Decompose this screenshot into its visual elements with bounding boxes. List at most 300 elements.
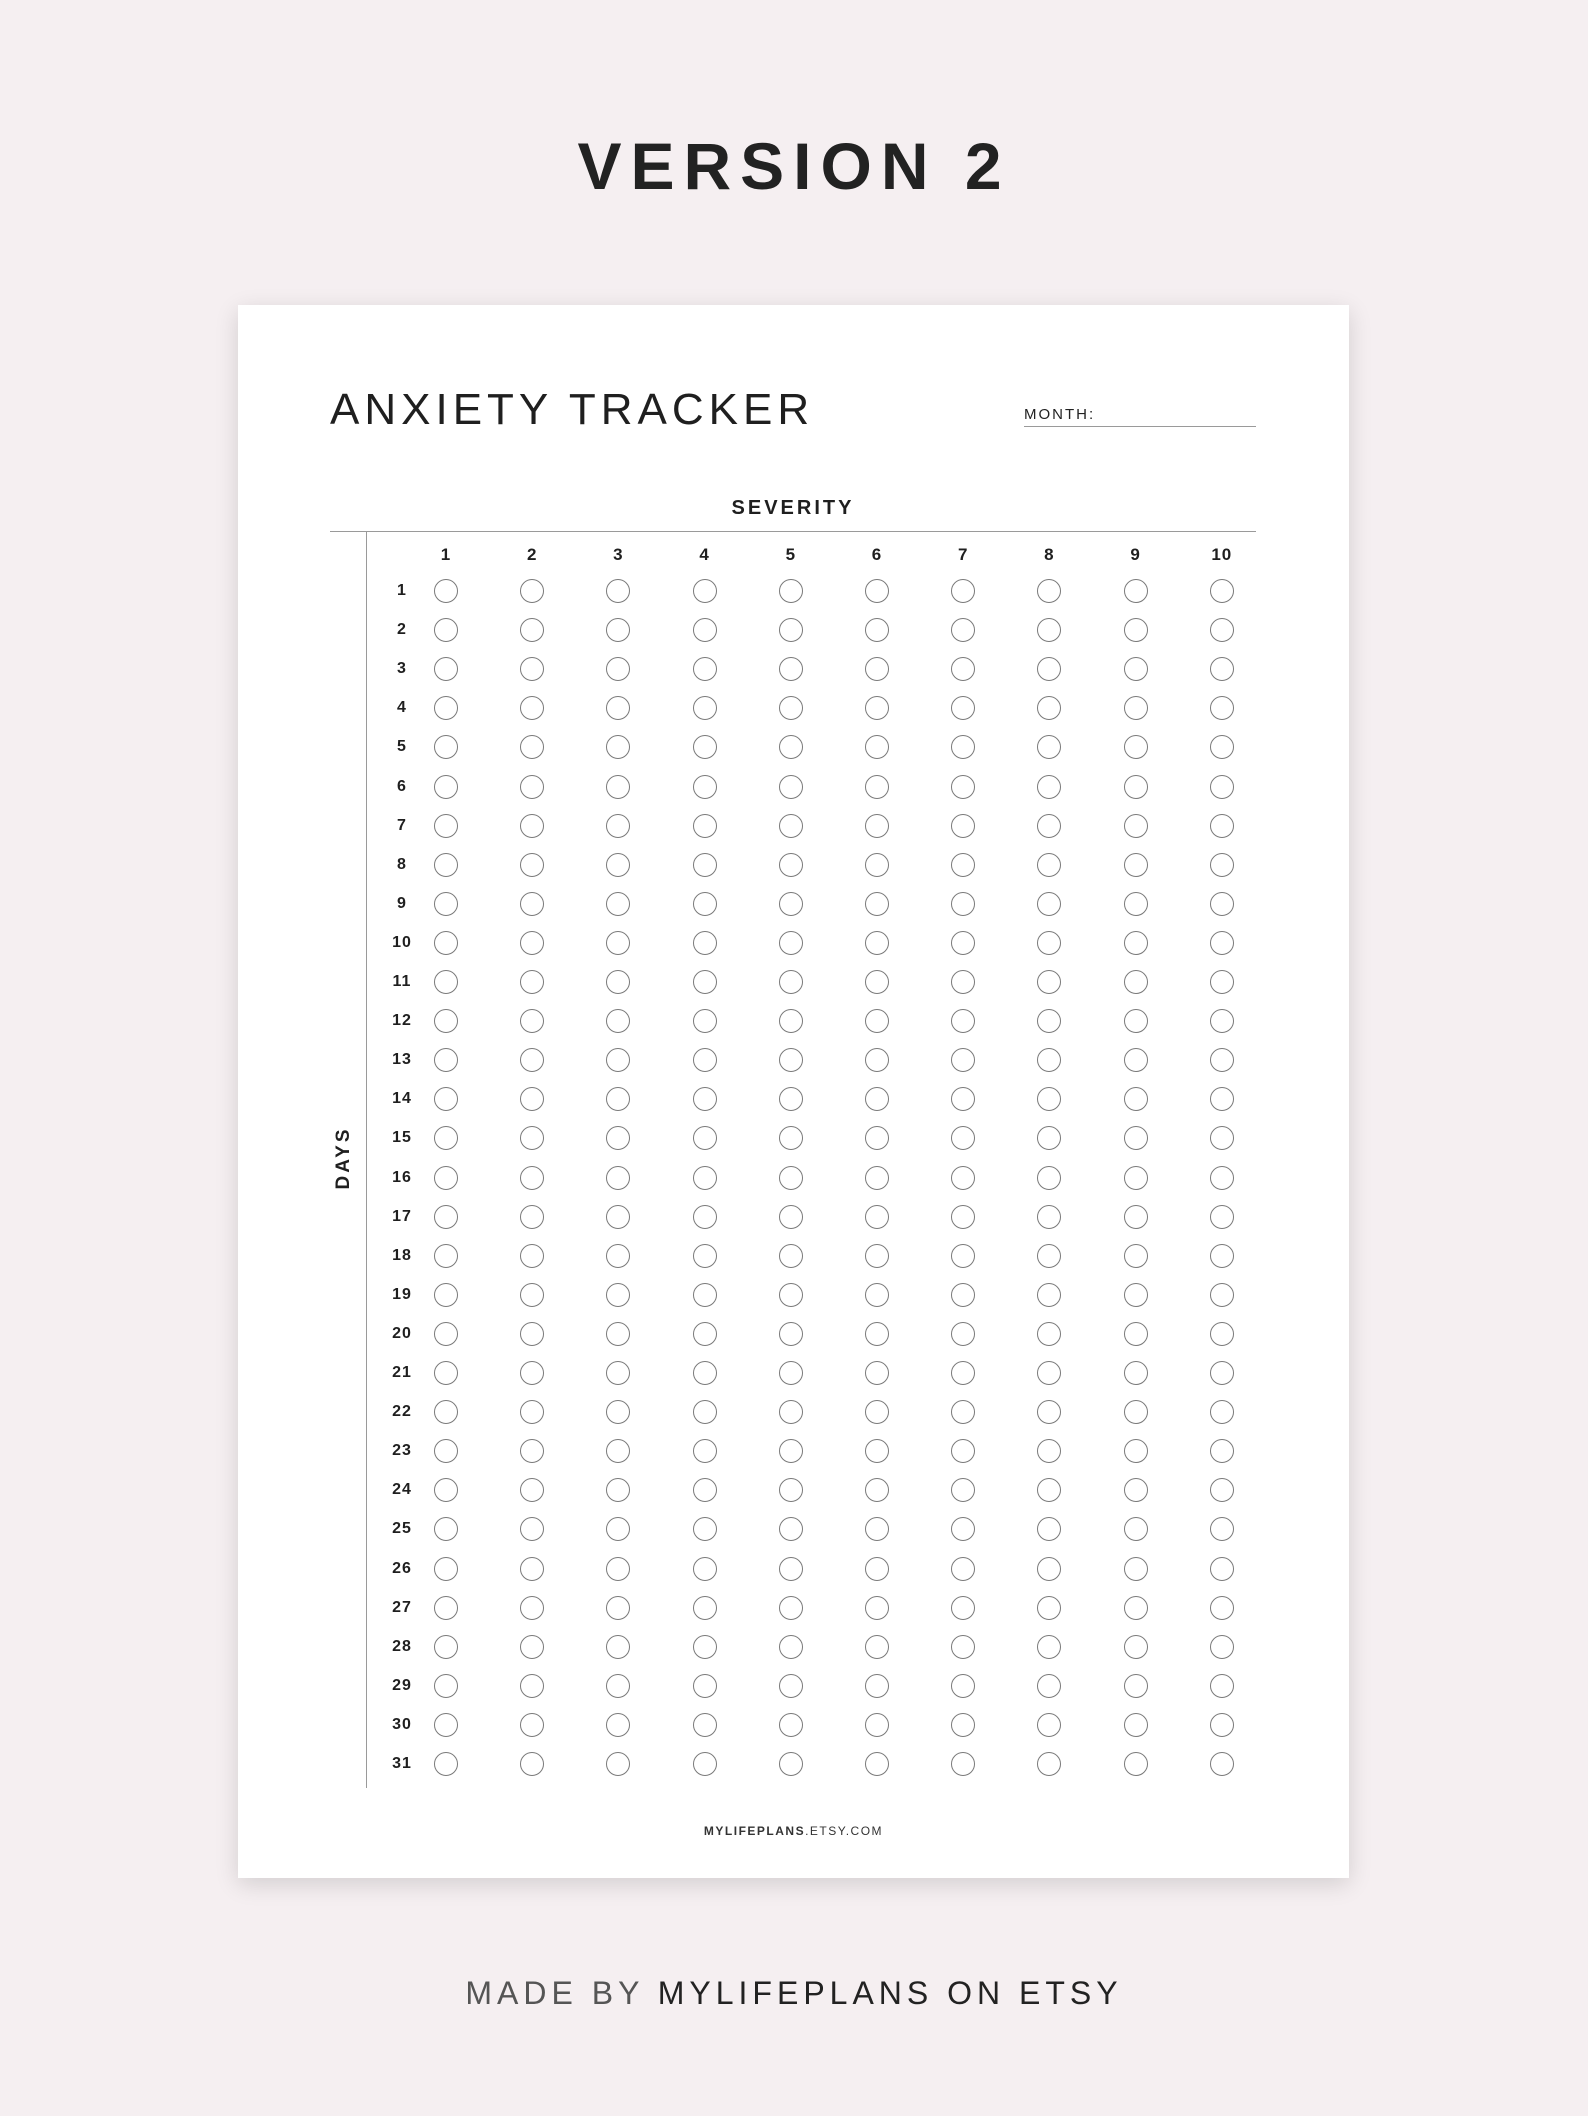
severity-checkbox[interactable]: [779, 931, 803, 955]
severity-checkbox[interactable]: [693, 1166, 717, 1190]
severity-checkbox[interactable]: [865, 1283, 889, 1307]
severity-checkbox[interactable]: [1124, 1009, 1148, 1033]
severity-checkbox[interactable]: [951, 1361, 975, 1385]
severity-checkbox[interactable]: [865, 1322, 889, 1346]
severity-checkbox[interactable]: [434, 775, 458, 799]
severity-checkbox[interactable]: [779, 1322, 803, 1346]
severity-checkbox[interactable]: [520, 931, 544, 955]
severity-checkbox[interactable]: [520, 1048, 544, 1072]
severity-checkbox[interactable]: [520, 735, 544, 759]
severity-checkbox[interactable]: [693, 1283, 717, 1307]
severity-checkbox[interactable]: [434, 1635, 458, 1659]
severity-checkbox[interactable]: [434, 1557, 458, 1581]
severity-checkbox[interactable]: [865, 1244, 889, 1268]
severity-checkbox[interactable]: [1210, 735, 1234, 759]
severity-checkbox[interactable]: [1210, 1557, 1234, 1581]
severity-checkbox[interactable]: [951, 1283, 975, 1307]
severity-checkbox[interactable]: [434, 1166, 458, 1190]
severity-checkbox[interactable]: [520, 1400, 544, 1424]
severity-checkbox[interactable]: [779, 1009, 803, 1033]
severity-checkbox[interactable]: [693, 1752, 717, 1776]
severity-checkbox[interactable]: [779, 892, 803, 916]
severity-checkbox[interactable]: [865, 696, 889, 720]
severity-checkbox[interactable]: [434, 853, 458, 877]
severity-checkbox[interactable]: [951, 1048, 975, 1072]
severity-checkbox[interactable]: [434, 657, 458, 681]
severity-checkbox[interactable]: [865, 853, 889, 877]
severity-checkbox[interactable]: [693, 1244, 717, 1268]
severity-checkbox[interactable]: [865, 1596, 889, 1620]
severity-checkbox[interactable]: [520, 657, 544, 681]
severity-checkbox[interactable]: [606, 1166, 630, 1190]
severity-checkbox[interactable]: [865, 892, 889, 916]
severity-checkbox[interactable]: [1210, 892, 1234, 916]
severity-checkbox[interactable]: [606, 775, 630, 799]
severity-checkbox[interactable]: [1124, 1674, 1148, 1698]
severity-checkbox[interactable]: [693, 1478, 717, 1502]
severity-checkbox[interactable]: [434, 1322, 458, 1346]
severity-checkbox[interactable]: [606, 657, 630, 681]
severity-checkbox[interactable]: [951, 1205, 975, 1229]
severity-checkbox[interactable]: [1210, 970, 1234, 994]
severity-checkbox[interactable]: [1124, 1166, 1148, 1190]
severity-checkbox[interactable]: [779, 1596, 803, 1620]
severity-checkbox[interactable]: [693, 1439, 717, 1463]
severity-checkbox[interactable]: [434, 1048, 458, 1072]
severity-checkbox[interactable]: [1210, 1166, 1234, 1190]
severity-checkbox[interactable]: [1124, 579, 1148, 603]
severity-checkbox[interactable]: [779, 775, 803, 799]
severity-checkbox[interactable]: [779, 1439, 803, 1463]
severity-checkbox[interactable]: [434, 1596, 458, 1620]
severity-checkbox[interactable]: [1124, 1322, 1148, 1346]
severity-checkbox[interactable]: [434, 1244, 458, 1268]
severity-checkbox[interactable]: [865, 657, 889, 681]
severity-checkbox[interactable]: [1037, 1674, 1061, 1698]
severity-checkbox[interactable]: [865, 1713, 889, 1737]
severity-checkbox[interactable]: [1210, 618, 1234, 642]
severity-checkbox[interactable]: [1210, 1517, 1234, 1541]
severity-checkbox[interactable]: [1124, 1126, 1148, 1150]
severity-checkbox[interactable]: [1037, 1205, 1061, 1229]
severity-checkbox[interactable]: [779, 1674, 803, 1698]
severity-checkbox[interactable]: [1124, 1087, 1148, 1111]
severity-checkbox[interactable]: [779, 1752, 803, 1776]
severity-checkbox[interactable]: [520, 1322, 544, 1346]
severity-checkbox[interactable]: [606, 1674, 630, 1698]
severity-checkbox[interactable]: [1037, 814, 1061, 838]
severity-checkbox[interactable]: [1037, 1557, 1061, 1581]
severity-checkbox[interactable]: [1124, 1713, 1148, 1737]
severity-checkbox[interactable]: [951, 1752, 975, 1776]
severity-checkbox[interactable]: [606, 618, 630, 642]
severity-checkbox[interactable]: [606, 970, 630, 994]
severity-checkbox[interactable]: [779, 1713, 803, 1737]
severity-checkbox[interactable]: [693, 579, 717, 603]
severity-checkbox[interactable]: [779, 1361, 803, 1385]
severity-checkbox[interactable]: [606, 1557, 630, 1581]
severity-checkbox[interactable]: [951, 1244, 975, 1268]
severity-checkbox[interactable]: [520, 1752, 544, 1776]
severity-checkbox[interactable]: [779, 657, 803, 681]
severity-checkbox[interactable]: [606, 931, 630, 955]
severity-checkbox[interactable]: [434, 1361, 458, 1385]
severity-checkbox[interactable]: [865, 970, 889, 994]
severity-checkbox[interactable]: [693, 735, 717, 759]
severity-checkbox[interactable]: [520, 1596, 544, 1620]
severity-checkbox[interactable]: [693, 1674, 717, 1698]
severity-checkbox[interactable]: [951, 1166, 975, 1190]
severity-checkbox[interactable]: [434, 696, 458, 720]
severity-checkbox[interactable]: [606, 1205, 630, 1229]
severity-checkbox[interactable]: [951, 1400, 975, 1424]
severity-checkbox[interactable]: [606, 1478, 630, 1502]
severity-checkbox[interactable]: [606, 1713, 630, 1737]
severity-checkbox[interactable]: [693, 892, 717, 916]
severity-checkbox[interactable]: [434, 1126, 458, 1150]
severity-checkbox[interactable]: [693, 1361, 717, 1385]
severity-checkbox[interactable]: [951, 1439, 975, 1463]
severity-checkbox[interactable]: [1124, 1596, 1148, 1620]
severity-checkbox[interactable]: [951, 1126, 975, 1150]
severity-checkbox[interactable]: [693, 931, 717, 955]
severity-checkbox[interactable]: [693, 1322, 717, 1346]
severity-checkbox[interactable]: [434, 735, 458, 759]
severity-checkbox[interactable]: [951, 1674, 975, 1698]
severity-checkbox[interactable]: [951, 735, 975, 759]
severity-checkbox[interactable]: [434, 1009, 458, 1033]
severity-checkbox[interactable]: [1124, 1478, 1148, 1502]
severity-checkbox[interactable]: [520, 1166, 544, 1190]
severity-checkbox[interactable]: [951, 1557, 975, 1581]
severity-checkbox[interactable]: [1037, 735, 1061, 759]
severity-checkbox[interactable]: [779, 1048, 803, 1072]
severity-checkbox[interactable]: [520, 775, 544, 799]
severity-checkbox[interactable]: [1037, 970, 1061, 994]
severity-checkbox[interactable]: [520, 892, 544, 916]
severity-checkbox[interactable]: [951, 814, 975, 838]
severity-checkbox[interactable]: [865, 1166, 889, 1190]
severity-checkbox[interactable]: [779, 970, 803, 994]
severity-checkbox[interactable]: [693, 1517, 717, 1541]
severity-checkbox[interactable]: [520, 1361, 544, 1385]
severity-checkbox[interactable]: [520, 1087, 544, 1111]
severity-checkbox[interactable]: [606, 814, 630, 838]
severity-checkbox[interactable]: [951, 931, 975, 955]
severity-checkbox[interactable]: [865, 1517, 889, 1541]
severity-checkbox[interactable]: [1037, 1166, 1061, 1190]
severity-checkbox[interactable]: [1124, 1048, 1148, 1072]
severity-checkbox[interactable]: [693, 1048, 717, 1072]
severity-checkbox[interactable]: [951, 1478, 975, 1502]
severity-checkbox[interactable]: [951, 618, 975, 642]
severity-checkbox[interactable]: [1037, 1635, 1061, 1659]
severity-checkbox[interactable]: [1210, 1361, 1234, 1385]
severity-checkbox[interactable]: [434, 1478, 458, 1502]
severity-checkbox[interactable]: [1124, 657, 1148, 681]
severity-checkbox[interactable]: [606, 1752, 630, 1776]
severity-checkbox[interactable]: [520, 1478, 544, 1502]
severity-checkbox[interactable]: [606, 1596, 630, 1620]
severity-checkbox[interactable]: [1037, 775, 1061, 799]
severity-checkbox[interactable]: [865, 1635, 889, 1659]
severity-checkbox[interactable]: [1210, 1283, 1234, 1307]
severity-checkbox[interactable]: [779, 1478, 803, 1502]
severity-checkbox[interactable]: [434, 814, 458, 838]
severity-checkbox[interactable]: [865, 1752, 889, 1776]
severity-checkbox[interactable]: [951, 696, 975, 720]
severity-checkbox[interactable]: [865, 1087, 889, 1111]
severity-checkbox[interactable]: [693, 618, 717, 642]
severity-checkbox[interactable]: [1037, 1752, 1061, 1776]
severity-checkbox[interactable]: [1210, 1596, 1234, 1620]
severity-checkbox[interactable]: [865, 1048, 889, 1072]
severity-checkbox[interactable]: [865, 1557, 889, 1581]
severity-checkbox[interactable]: [1124, 775, 1148, 799]
severity-checkbox[interactable]: [434, 1439, 458, 1463]
severity-checkbox[interactable]: [779, 696, 803, 720]
severity-checkbox[interactable]: [606, 1009, 630, 1033]
severity-checkbox[interactable]: [1210, 931, 1234, 955]
severity-checkbox[interactable]: [606, 735, 630, 759]
severity-checkbox[interactable]: [520, 1283, 544, 1307]
severity-checkbox[interactable]: [1124, 1752, 1148, 1776]
severity-checkbox[interactable]: [520, 853, 544, 877]
severity-checkbox[interactable]: [520, 1205, 544, 1229]
severity-checkbox[interactable]: [1124, 1557, 1148, 1581]
severity-checkbox[interactable]: [779, 1126, 803, 1150]
severity-checkbox[interactable]: [865, 814, 889, 838]
severity-checkbox[interactable]: [779, 853, 803, 877]
severity-checkbox[interactable]: [865, 1009, 889, 1033]
severity-checkbox[interactable]: [1037, 1009, 1061, 1033]
severity-checkbox[interactable]: [520, 1126, 544, 1150]
severity-checkbox[interactable]: [434, 618, 458, 642]
severity-checkbox[interactable]: [693, 1205, 717, 1229]
severity-checkbox[interactable]: [434, 1517, 458, 1541]
severity-checkbox[interactable]: [434, 970, 458, 994]
severity-checkbox[interactable]: [865, 931, 889, 955]
severity-checkbox[interactable]: [779, 1244, 803, 1268]
severity-checkbox[interactable]: [1124, 618, 1148, 642]
severity-checkbox[interactable]: [606, 1126, 630, 1150]
severity-checkbox[interactable]: [1037, 1087, 1061, 1111]
severity-checkbox[interactable]: [606, 1087, 630, 1111]
severity-checkbox[interactable]: [951, 1635, 975, 1659]
severity-checkbox[interactable]: [1037, 1400, 1061, 1424]
severity-checkbox[interactable]: [865, 1361, 889, 1385]
severity-checkbox[interactable]: [865, 1674, 889, 1698]
severity-checkbox[interactable]: [693, 1009, 717, 1033]
severity-checkbox[interactable]: [1210, 657, 1234, 681]
severity-checkbox[interactable]: [951, 657, 975, 681]
severity-checkbox[interactable]: [606, 1322, 630, 1346]
severity-checkbox[interactable]: [779, 618, 803, 642]
severity-checkbox[interactable]: [1210, 1713, 1234, 1737]
severity-checkbox[interactable]: [951, 1322, 975, 1346]
severity-checkbox[interactable]: [606, 1361, 630, 1385]
severity-checkbox[interactable]: [1210, 775, 1234, 799]
severity-checkbox[interactable]: [779, 1166, 803, 1190]
severity-checkbox[interactable]: [1124, 696, 1148, 720]
severity-checkbox[interactable]: [779, 1557, 803, 1581]
severity-checkbox[interactable]: [1124, 1517, 1148, 1541]
severity-checkbox[interactable]: [693, 1635, 717, 1659]
severity-checkbox[interactable]: [434, 892, 458, 916]
severity-checkbox[interactable]: [606, 1400, 630, 1424]
severity-checkbox[interactable]: [1210, 1009, 1234, 1033]
severity-checkbox[interactable]: [606, 1244, 630, 1268]
severity-checkbox[interactable]: [1124, 1439, 1148, 1463]
severity-checkbox[interactable]: [434, 1713, 458, 1737]
severity-checkbox[interactable]: [434, 1283, 458, 1307]
severity-checkbox[interactable]: [520, 1439, 544, 1463]
severity-checkbox[interactable]: [1210, 853, 1234, 877]
severity-checkbox[interactable]: [1037, 1283, 1061, 1307]
severity-checkbox[interactable]: [520, 1713, 544, 1737]
severity-checkbox[interactable]: [1124, 1244, 1148, 1268]
severity-checkbox[interactable]: [1037, 1596, 1061, 1620]
severity-checkbox[interactable]: [1037, 1361, 1061, 1385]
severity-checkbox[interactable]: [779, 1283, 803, 1307]
severity-checkbox[interactable]: [1210, 1635, 1234, 1659]
severity-checkbox[interactable]: [693, 1126, 717, 1150]
severity-checkbox[interactable]: [1124, 970, 1148, 994]
severity-checkbox[interactable]: [1124, 1205, 1148, 1229]
severity-checkbox[interactable]: [1210, 814, 1234, 838]
severity-checkbox[interactable]: [434, 1205, 458, 1229]
severity-checkbox[interactable]: [1124, 1361, 1148, 1385]
severity-checkbox[interactable]: [693, 814, 717, 838]
severity-checkbox[interactable]: [1210, 1752, 1234, 1776]
severity-checkbox[interactable]: [520, 1517, 544, 1541]
severity-checkbox[interactable]: [693, 1713, 717, 1737]
severity-checkbox[interactable]: [1210, 696, 1234, 720]
severity-checkbox[interactable]: [693, 775, 717, 799]
severity-checkbox[interactable]: [779, 1517, 803, 1541]
severity-checkbox[interactable]: [1124, 735, 1148, 759]
severity-checkbox[interactable]: [951, 1009, 975, 1033]
severity-checkbox[interactable]: [606, 1635, 630, 1659]
severity-checkbox[interactable]: [520, 696, 544, 720]
severity-checkbox[interactable]: [1037, 657, 1061, 681]
severity-checkbox[interactable]: [1210, 579, 1234, 603]
severity-checkbox[interactable]: [606, 892, 630, 916]
severity-checkbox[interactable]: [951, 970, 975, 994]
severity-checkbox[interactable]: [951, 1087, 975, 1111]
severity-checkbox[interactable]: [865, 1126, 889, 1150]
severity-checkbox[interactable]: [1037, 1713, 1061, 1737]
severity-checkbox[interactable]: [1210, 1244, 1234, 1268]
severity-checkbox[interactable]: [1210, 1322, 1234, 1346]
severity-checkbox[interactable]: [520, 1009, 544, 1033]
severity-checkbox[interactable]: [1210, 1674, 1234, 1698]
severity-checkbox[interactable]: [693, 1557, 717, 1581]
severity-checkbox[interactable]: [1037, 853, 1061, 877]
severity-checkbox[interactable]: [1037, 1126, 1061, 1150]
severity-checkbox[interactable]: [1037, 1322, 1061, 1346]
severity-checkbox[interactable]: [606, 1048, 630, 1072]
severity-checkbox[interactable]: [520, 970, 544, 994]
severity-checkbox[interactable]: [520, 618, 544, 642]
severity-checkbox[interactable]: [1037, 1517, 1061, 1541]
severity-checkbox[interactable]: [1124, 853, 1148, 877]
severity-checkbox[interactable]: [693, 970, 717, 994]
severity-checkbox[interactable]: [1124, 1635, 1148, 1659]
severity-checkbox[interactable]: [434, 1752, 458, 1776]
severity-checkbox[interactable]: [865, 1400, 889, 1424]
severity-checkbox[interactable]: [951, 1713, 975, 1737]
severity-checkbox[interactable]: [693, 1400, 717, 1424]
severity-checkbox[interactable]: [434, 1674, 458, 1698]
severity-checkbox[interactable]: [779, 1400, 803, 1424]
severity-checkbox[interactable]: [1037, 1244, 1061, 1268]
severity-checkbox[interactable]: [865, 1205, 889, 1229]
severity-checkbox[interactable]: [1210, 1400, 1234, 1424]
severity-checkbox[interactable]: [606, 1439, 630, 1463]
severity-checkbox[interactable]: [520, 1674, 544, 1698]
severity-checkbox[interactable]: [951, 775, 975, 799]
severity-checkbox[interactable]: [779, 735, 803, 759]
severity-checkbox[interactable]: [951, 853, 975, 877]
severity-checkbox[interactable]: [1037, 892, 1061, 916]
severity-checkbox[interactable]: [1210, 1439, 1234, 1463]
severity-checkbox[interactable]: [693, 696, 717, 720]
severity-checkbox[interactable]: [865, 775, 889, 799]
severity-checkbox[interactable]: [1124, 814, 1148, 838]
severity-checkbox[interactable]: [779, 1205, 803, 1229]
severity-checkbox[interactable]: [606, 1283, 630, 1307]
severity-checkbox[interactable]: [951, 579, 975, 603]
severity-checkbox[interactable]: [1210, 1126, 1234, 1150]
severity-checkbox[interactable]: [606, 853, 630, 877]
severity-checkbox[interactable]: [865, 735, 889, 759]
severity-checkbox[interactable]: [606, 579, 630, 603]
severity-checkbox[interactable]: [1037, 696, 1061, 720]
severity-checkbox[interactable]: [606, 696, 630, 720]
severity-checkbox[interactable]: [693, 657, 717, 681]
severity-checkbox[interactable]: [1210, 1478, 1234, 1502]
severity-checkbox[interactable]: [1210, 1087, 1234, 1111]
severity-checkbox[interactable]: [865, 579, 889, 603]
severity-checkbox[interactable]: [1037, 1439, 1061, 1463]
severity-checkbox[interactable]: [865, 1439, 889, 1463]
severity-checkbox[interactable]: [434, 579, 458, 603]
severity-checkbox[interactable]: [606, 1517, 630, 1541]
severity-checkbox[interactable]: [520, 1244, 544, 1268]
severity-checkbox[interactable]: [520, 1635, 544, 1659]
severity-checkbox[interactable]: [520, 579, 544, 603]
severity-checkbox[interactable]: [865, 1478, 889, 1502]
severity-checkbox[interactable]: [779, 1635, 803, 1659]
severity-checkbox[interactable]: [520, 814, 544, 838]
severity-checkbox[interactable]: [1210, 1048, 1234, 1072]
severity-checkbox[interactable]: [1210, 1205, 1234, 1229]
severity-checkbox[interactable]: [434, 1087, 458, 1111]
severity-checkbox[interactable]: [779, 814, 803, 838]
severity-checkbox[interactable]: [693, 1087, 717, 1111]
severity-checkbox[interactable]: [951, 1596, 975, 1620]
severity-checkbox[interactable]: [779, 579, 803, 603]
severity-checkbox[interactable]: [1124, 931, 1148, 955]
severity-checkbox[interactable]: [1037, 931, 1061, 955]
severity-checkbox[interactable]: [951, 892, 975, 916]
severity-checkbox[interactable]: [1037, 579, 1061, 603]
severity-checkbox[interactable]: [693, 1596, 717, 1620]
severity-checkbox[interactable]: [1037, 1478, 1061, 1502]
severity-checkbox[interactable]: [1124, 1283, 1148, 1307]
severity-checkbox[interactable]: [1124, 892, 1148, 916]
